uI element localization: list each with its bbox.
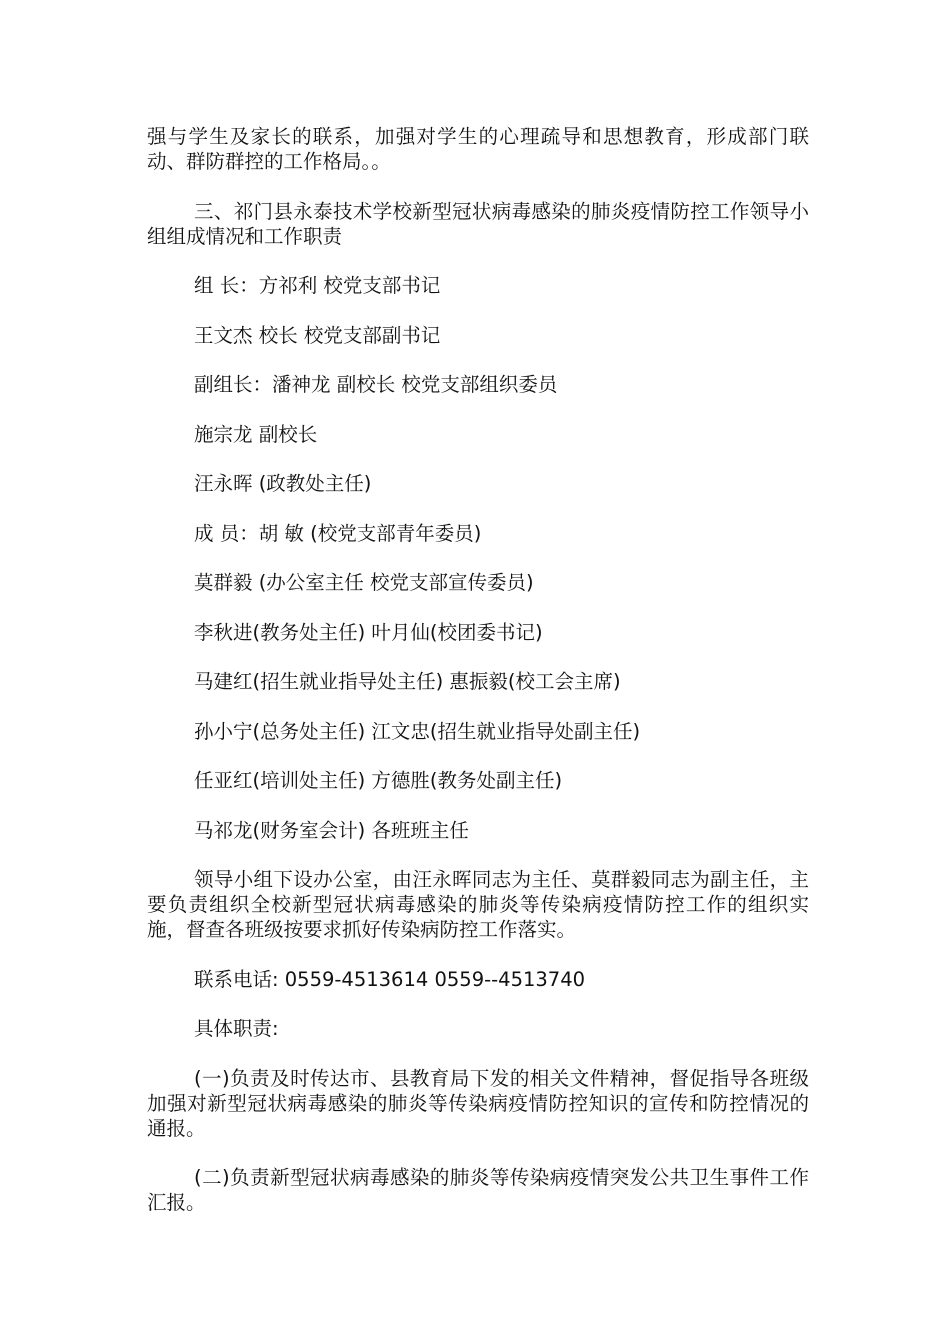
duty-item: (一)负责及时传达市、县教育局下发的相关文件精神，督促指导各班级加强对新型冠状病毒感染的肺炎等传染病疫情防控知识的宣传和防控情况的通报。 — [147, 1066, 809, 1140]
deputy-leader-line: 副组长：潘神龙 副校长 校党支部组织委员 — [194, 373, 558, 396]
duty-item: (二)负责新型冠状病毒感染的肺炎等传染病疫情突发公共卫生事件工作汇报。 — [147, 1166, 809, 1214]
group-leader-line: 王文杰 校长 校党支部副书记 — [194, 323, 441, 347]
member-line: 任亚红(培训处主任) 方德胜(教务处副主任) — [194, 769, 563, 792]
member-line: 成 员：胡 敏 (校党支部青年委员) — [194, 521, 482, 545]
contact-phone: 联系电话: 0559-4513614 0559--4513740 — [194, 967, 586, 991]
deputy-leader-line: 施宗龙 副校长 — [194, 422, 318, 446]
duties-heading: 具体职责: — [194, 1017, 279, 1040]
member-line: 莫群毅 (办公室主任 校党支部宣传委员) — [194, 571, 534, 594]
section-heading: 三、祁门县永泰技术学校新型冠状病毒感染的肺炎疫情防控工作领导小组组成情况和工作职责 — [147, 199, 809, 248]
member-line: 马祁龙(财务室会计) 各班班主任 — [194, 818, 469, 842]
member-line: 李秋进(教务处主任) 叶月仙(校团委书记) — [194, 620, 543, 644]
member-line: 孙小宁(总务处主任) 江文忠(招生就业指导处副主任) — [194, 719, 641, 743]
document-body — [147, 124, 809, 1240]
deputy-leader-line: 汪永晖 (政教处主任) — [194, 472, 372, 495]
member-line: 马建红(招生就业指导处主任) 惠振毅(校工会主席) — [194, 670, 621, 693]
group-leader-line: 组 长：方祁利 校党支部书记 — [194, 274, 441, 297]
paragraph-continuation: 强与学生及家长的联系，加强对学生的心理疏导和思想教育，形成部门联动、群防群控的工作格局。。 — [147, 125, 809, 173]
office-description: 领导小组下设办公室，由汪永晖同志为主任、莫群毅同志为副主任，主要负责组织全校新型冠状病毒感染的肺炎等传染病疫情防控工作的组织实施，督查各班级按要求抓好传染病防控工作落实。 — [147, 868, 809, 941]
